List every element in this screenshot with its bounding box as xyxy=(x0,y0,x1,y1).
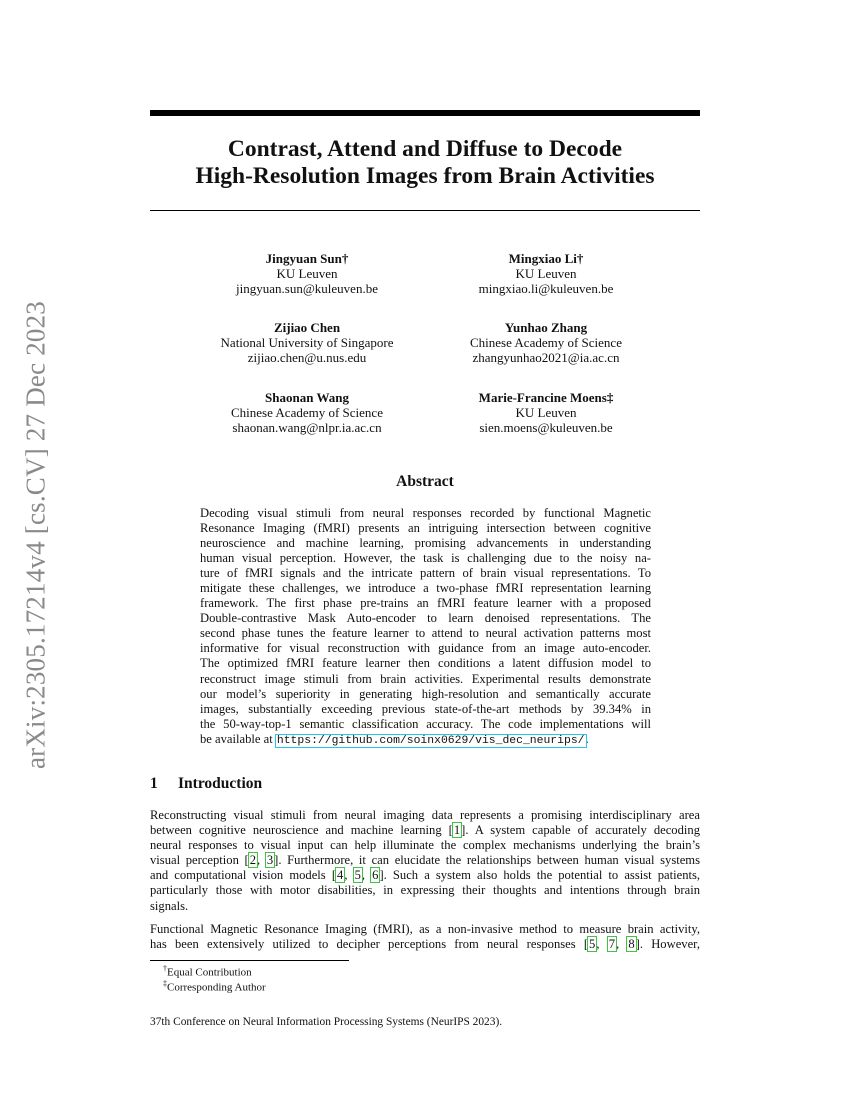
author-email[interactable]: sien.moens@kuleuven.be xyxy=(479,420,613,435)
text-run: . Such a system also holds the potential to assist patients, xyxy=(383,868,701,883)
footnote xyxy=(163,964,252,979)
abstract-last-suffix: . xyxy=(585,731,589,746)
title-top-rule xyxy=(150,110,700,116)
abstract-line: second phase tunes the feature learner to attend to neural activation patterns most xyxy=(200,626,651,641)
author-affiliation: National University of Singapore xyxy=(220,335,394,350)
author-affiliation: KU Leuven xyxy=(515,266,577,281)
paragraph-line: visual perception [2, 3]. Furthermore, it can elucidate the relationships between human visual systems xyxy=(150,853,701,868)
section-heading xyxy=(150,775,262,793)
paragraph-line: neural responses to visual input can help illuminate the complex mechanisms underlying the brain’s xyxy=(150,838,700,853)
author-name: Jingyuan Sun† xyxy=(265,251,349,266)
author-email[interactable]: jingyuan.sun@kuleuven.be xyxy=(236,281,378,296)
arxiv-identifier-sidebar xyxy=(16,292,56,777)
paragraph-line: has been extensively utilized to decipher perceptions from neural responses [5, 7, 8]. However, xyxy=(150,937,701,952)
abstract-line: neuroscience and machine learning, promising advancements in understanding xyxy=(200,536,651,551)
paragraph-line: signals. xyxy=(150,898,189,913)
abstract-line: Double-contrastive Mask Auto-encoder to learn denoised representations. The xyxy=(200,611,651,626)
author-name: Zijiao Chen xyxy=(273,320,341,335)
abstract-line: informative for visual reconstruction with guidance from an image auto-encoder. xyxy=(200,641,651,656)
paragraph-line: Reconstructing visual stimuli from neural imaging data represents a promising interdisciplinary area xyxy=(150,808,700,822)
text-run: . However, xyxy=(639,937,701,952)
citation-link[interactable]: 5 xyxy=(589,937,596,952)
abstract-line: reconstruct image stimuli from brain activities. Experimental results demonstrate xyxy=(200,671,651,686)
abstract-last-line xyxy=(200,732,651,749)
author-affiliation: KU Leuven xyxy=(515,405,577,420)
citation-link[interactable]: 2 xyxy=(249,853,257,868)
citation-link[interactable]: 3 xyxy=(266,853,274,868)
author-name: Yunhao Zhang xyxy=(504,320,588,335)
intro-paragraph-2 xyxy=(150,922,700,952)
abstract-line: our model’s superiority in generating high-resolution and semantically accurate xyxy=(200,686,651,701)
code-repo-link[interactable]: https://github.com/soinx0629/vis_dec_neurips/ xyxy=(276,734,585,747)
intro-paragraph-1 xyxy=(150,808,700,914)
paragraph-line: between cognitive neuroscience and machine learning [1]. A system capable of accurately decoding xyxy=(150,823,700,838)
abstract-heading: Abstract xyxy=(396,473,454,490)
abstract-last-prefix: be available at xyxy=(200,731,273,746)
paragraph-line: Functional Magnetic Resonance Imaging (fMRI), as a non-invasive method to measure brain activity, xyxy=(150,922,700,936)
section-number: 1 xyxy=(150,775,158,792)
abstract-line: Resonance Imaging (fMRI) presents an intriguing intersection between cognitive xyxy=(200,521,651,536)
author-name: Shaonan Wang xyxy=(265,390,349,405)
author-block xyxy=(406,320,686,365)
abstract-body xyxy=(200,506,651,749)
author-email[interactable]: zhangyunhao2021@ia.ac.cn xyxy=(472,350,620,365)
author-block xyxy=(406,251,686,296)
citation-link[interactable]: 8 xyxy=(628,937,635,952)
paragraph-line: and computational vision models [4, 5, 6]. Such a system also holds the potential to assist patients, xyxy=(150,868,701,883)
paragraph-line: particularly those with motor disabilities, in expressing their thoughts and intentions through brain xyxy=(150,883,700,898)
author-block xyxy=(167,251,447,296)
text-run: has been extensively utilized to decipher perceptions from neural responses xyxy=(150,937,576,952)
abstract-line: the 50-way-top-1 semantic classification accuracy. The code implementations will xyxy=(200,716,651,731)
text-run: . A system capable of accurately decoding xyxy=(465,823,700,838)
section-title: Introduction xyxy=(178,775,263,792)
arxiv-identifier: arXiv:2305.17214v4 [cs.CV] 27 Dec 2023 xyxy=(20,300,51,769)
citation-link[interactable]: 4 xyxy=(337,868,344,883)
abstract-line: mitigate these challenges, we introduce a two-phase fMRI representation learning xyxy=(200,581,651,596)
footnote-text: Equal Contribution xyxy=(167,966,252,979)
author-block xyxy=(167,320,447,365)
author-affiliation: Chinese Academy of Science xyxy=(470,335,622,350)
author-block xyxy=(167,390,447,435)
abstract-line: Decoding visual stimuli from neural responses recorded by functional Magnetic xyxy=(200,506,651,520)
author-name: Marie-Francine Moens‡ xyxy=(478,390,614,405)
footnote-mark: ‡ xyxy=(163,979,167,988)
text-run: between cognitive neuroscience and machine learning xyxy=(150,823,442,838)
conference-venue: 37th Conference on Neural Information Processing Systems (NeurIPS 2023). xyxy=(150,1016,503,1028)
citation-link[interactable]: 7 xyxy=(608,937,615,952)
title-line-2: High-Resolution Images from Brain Activities xyxy=(195,163,655,189)
text-run: and computational vision models xyxy=(150,868,326,883)
abstract-line: images, substantially exceeding previous state-of-the-art methods by 39.34% in xyxy=(200,701,651,716)
text-run: visual perception xyxy=(150,853,239,868)
author-email[interactable]: mingxiao.li@kuleuven.be xyxy=(478,281,614,296)
footnote-rule xyxy=(150,960,349,961)
footnote xyxy=(163,979,266,994)
footnote-text: Corresponding Author xyxy=(167,981,266,994)
citation-link[interactable]: 5 xyxy=(354,868,361,883)
text-run: . Furthermore, it can elucidate the relationships between human visual systems xyxy=(278,853,701,868)
title-line-1: Contrast, Attend and Diffuse to Decode xyxy=(227,136,623,162)
paper-title xyxy=(150,136,700,190)
abstract-line: framework. The first phase pre-trains an fMRI feature learner with a proposed xyxy=(200,596,651,611)
abstract-line: human visual perception. However, the task is challenging due to the noisy na- xyxy=(200,551,651,566)
author-block xyxy=(406,390,686,435)
author-affiliation: KU Leuven xyxy=(276,266,338,281)
footnote-mark: † xyxy=(163,964,167,973)
author-email[interactable]: shaonan.wang@nlpr.ia.ac.cn xyxy=(232,420,382,435)
citation-link[interactable]: 1 xyxy=(453,823,461,838)
citation-link[interactable]: 6 xyxy=(372,868,379,883)
abstract-line: The optimized fMRI feature learner then conditions a latent diffusion model to xyxy=(200,656,651,671)
author-name: Mingxiao Li† xyxy=(508,251,584,266)
title-bottom-rule xyxy=(150,210,700,211)
author-email[interactable]: zijiao.chen@u.nus.edu xyxy=(247,350,367,365)
author-affiliation: Chinese Academy of Science xyxy=(231,405,383,420)
abstract-line: ture of fMRI signals and the intricate pattern of brain visual representations. To xyxy=(200,566,651,581)
